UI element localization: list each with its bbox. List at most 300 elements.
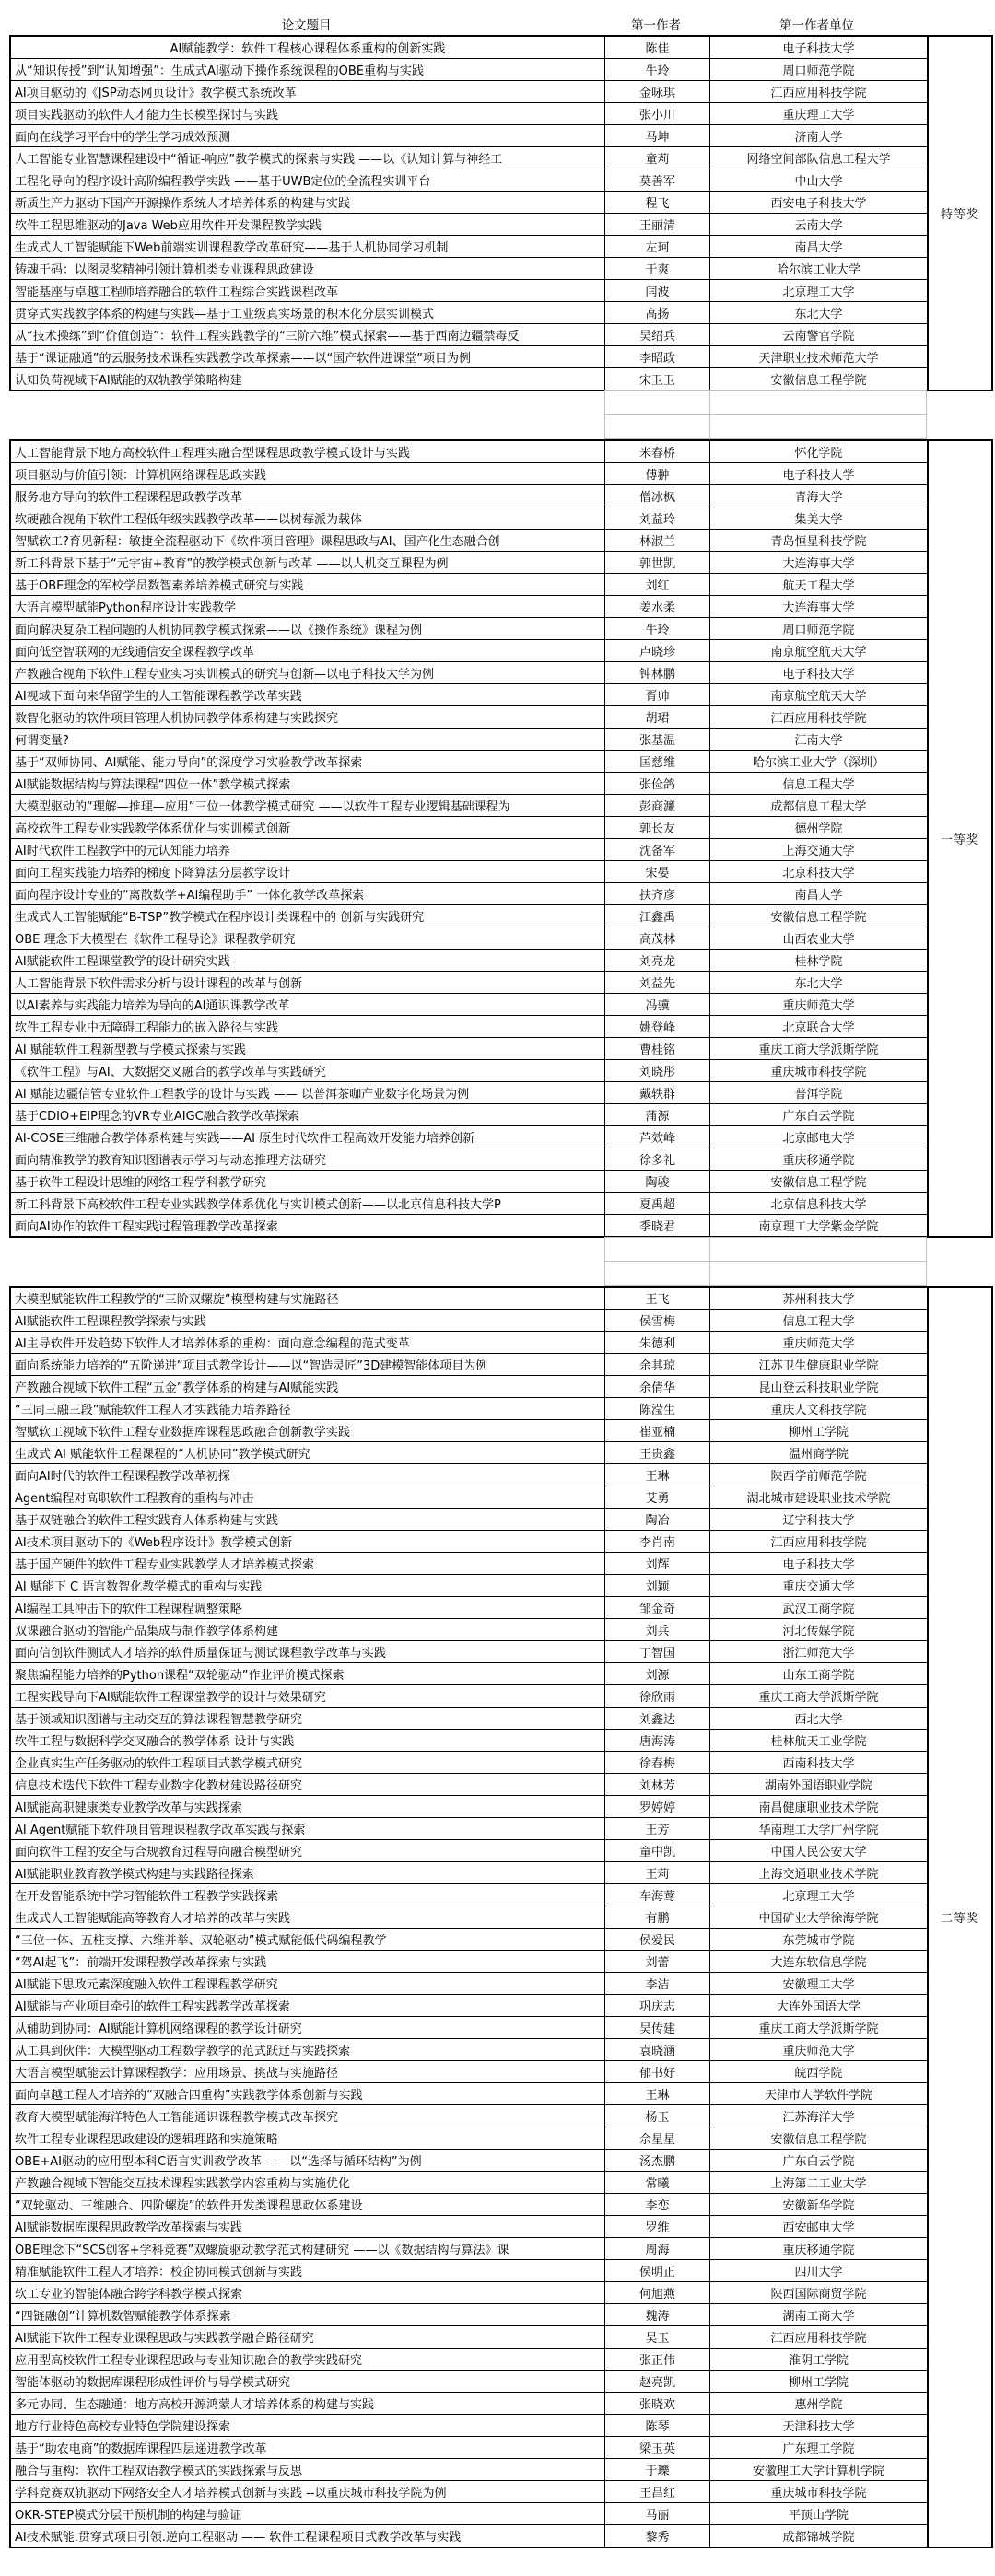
first-author: 闫波	[605, 280, 710, 301]
first-author: 莫善军	[605, 169, 710, 191]
table-row	[11, 1486, 927, 1509]
first-author: 崔亚楠	[605, 1420, 710, 1441]
table-row	[11, 2127, 927, 2150]
first-author: 曹桂铭	[605, 1038, 710, 1059]
table-row	[11, 706, 927, 729]
table-row	[11, 574, 927, 596]
table-row	[11, 1553, 927, 1575]
first-author: 汤杰鹏	[605, 2150, 710, 2171]
first-author: 高扬	[605, 302, 710, 323]
paper-title: 应用型高校软件工程专业课程思政与专业知识融合的教学实践研究	[11, 2349, 605, 2370]
first-author: 姜水柔	[605, 596, 710, 617]
table-row	[11, 618, 927, 640]
first-author-affiliation: 航天工程大学	[782, 579, 855, 593]
paper-title: “三同三融三段”赋能软件工程人才实践能力培养路径	[11, 1398, 605, 1419]
paper-title: 地方行业特色高校专业特色学院建设探索	[11, 2415, 605, 2436]
first-author-affiliation: 南京航空航天大学	[770, 690, 867, 704]
first-author-affiliation: 湖南外国语职业学院	[764, 1779, 872, 1793]
first-author: 李肖南	[605, 1531, 710, 1552]
first-author-affiliation: 南京航空航天大学	[770, 646, 867, 659]
first-author: 车海莺	[605, 1884, 710, 1906]
table-row	[11, 839, 927, 861]
paper-title: AI编程工具冲击下的软件工程课程调整策略	[11, 1597, 605, 1618]
paper-title: 人工智能背景下软件需求分析与设计课程的改革与创新	[11, 972, 605, 993]
first-author-affiliation: 广东白云学院	[782, 1110, 855, 1124]
first-author: 吴绍兵	[605, 324, 710, 345]
table-row	[11, 2503, 927, 2525]
first-author-affiliation: 上海交通职业技术学院	[758, 1868, 879, 1882]
first-author: 陶冶	[605, 1509, 710, 1530]
table-row	[11, 1060, 927, 1082]
first-author-affiliation: 重庆人文科技学院	[770, 1404, 867, 1417]
paper-title: 面向精准教学的教育知识图谱表示学习与动态推理方法研究	[11, 1148, 605, 1170]
table-row	[11, 1685, 927, 1708]
first-author: 郭世凯	[605, 552, 710, 573]
first-author-affiliation: 陕西国际商贸学院	[770, 2288, 867, 2302]
paper-title: 教育大模型赋能海洋特色人工智能通识课程教学模式改革探究	[11, 2105, 605, 2127]
first-author: 赵亮凯	[605, 2371, 710, 2392]
first-author: 邹金奇	[605, 1597, 710, 1618]
first-author: 王贵鑫	[605, 1442, 710, 1463]
paper-title: 面向程序设计专业的“离散数学+AI编程助手” 一体化教学改革探索	[11, 883, 605, 904]
empty-gap-cells	[605, 391, 927, 439]
first-author: 冯骥	[605, 994, 710, 1015]
paper-title: AI技术项目驱动下的《Web程序设计》教学模式创新	[11, 1531, 605, 1552]
paper-title: 产教融合视角下软件工程专业实习实训模式的研究与创新—以电子科技大学为例	[11, 662, 605, 683]
paper-title: 面向在线学习平台中的学生学习成效预测	[11, 125, 605, 146]
table-row	[11, 147, 927, 169]
table-row	[11, 1929, 927, 1951]
first-author-affiliation: 上海交通大学	[782, 845, 855, 858]
table-row	[11, 1398, 927, 1420]
first-author-affiliation: 华南理工大学广州学院	[758, 1824, 879, 1837]
first-author-affiliation: 云南警官学院	[782, 330, 855, 344]
first-author-affiliation: 西南科技大学	[782, 1757, 855, 1771]
paper-title: 软件工程专业课程思政建设的逻辑理路和实施策略	[11, 2127, 605, 2149]
paper-title: 软件工程与数据科学交叉融合的教学体系 设计与实践	[11, 1730, 605, 1751]
first-author-affiliation: 安徽理工大学计算机学院	[752, 2465, 884, 2478]
first-author-affiliation: 重庆城市科技学院	[770, 1066, 867, 1079]
table-row	[11, 817, 927, 839]
table-row	[11, 2349, 927, 2371]
table-row	[11, 2194, 927, 2216]
first-author: 周海	[605, 2238, 710, 2259]
first-author-affiliation: 江西应用科技学院	[770, 1536, 867, 1550]
table-row	[11, 441, 927, 463]
paper-title: 新工科背景下基于“元宇宙+教育”的教学模式创新与改革 ——以人机交互课程为例	[11, 552, 605, 573]
first-author: 李恋	[605, 2194, 710, 2215]
first-author: 刘源	[605, 1663, 710, 1684]
paper-title: 从“技术操练”到“价值创造”：软件工程实践教学的“三阶六维”模式探索——基于西南边疆禁毒反	[11, 324, 605, 345]
award-label-second: 二等奖	[929, 1286, 993, 2548]
paper-title: AI赋能高职健康类专业教学改革与实践探索	[11, 1796, 605, 1817]
paper-title: 智能体驱动的数据库课程形成性评价与导学模式研究	[11, 2371, 605, 2392]
paper-title: AI-COSE三维融合教学体系构建与实践——AI 原生时代软件工程高效开发能力培养创新	[11, 1126, 605, 1148]
table-row	[11, 2459, 927, 2481]
first-author: 匡慈维	[605, 751, 710, 772]
table-row	[11, 236, 927, 258]
first-author: 刘兵	[605, 1619, 710, 1640]
first-author-affiliation: 重庆移通学院	[782, 2244, 855, 2257]
first-author: 余其琼	[605, 1354, 710, 1375]
paper-title: 智赋软工?育见新程：敏捷全流程驱动下《软件项目管理》课程思政与AI、国产化生态融合创	[11, 530, 605, 551]
first-author: 吴玉	[605, 2326, 710, 2348]
first-author: 侯雪梅	[605, 1310, 710, 1331]
paper-title: OBE 理念下大模型在《软件工程导论》课程教学研究	[11, 927, 605, 949]
first-author: 戴轶群	[605, 1082, 710, 1103]
first-author-affiliation: 南昌健康职业技术学院	[758, 1801, 879, 1815]
paper-title: 何谓变量?	[11, 729, 605, 750]
table-row	[11, 2039, 927, 2061]
table-row	[11, 773, 927, 795]
first-author: 芦效峰	[605, 1126, 710, 1148]
first-author-affiliation: 安徽信息工程学院	[770, 374, 867, 388]
first-author-affiliation: 北京邮电大学	[782, 1132, 855, 1146]
table-row	[11, 2304, 927, 2326]
first-author-affiliation: 桂林航天工业学院	[770, 1735, 867, 1749]
first-author-affiliation: 大连海事大学	[782, 601, 855, 615]
first-author-affiliation: 重庆工商大学派斯学院	[758, 1043, 879, 1057]
table-row	[11, 972, 927, 994]
paper-title: 基于软件工程设计思维的网络工程学科教学研究	[11, 1171, 605, 1192]
first-author: 侯爱民	[605, 1929, 710, 1950]
first-author: 金咏琪	[605, 81, 710, 102]
first-author: 刘蕾	[605, 1951, 710, 1972]
first-author-affiliation: 江苏卫生健康职业学院	[758, 1359, 879, 1373]
first-author-affiliation: 辽宁科技大学	[782, 1514, 855, 1528]
paper-title: 大模型赋能软件工程教学的“三阶双螺旋”模型构建与实施路径	[11, 1288, 605, 1309]
table-row	[11, 1619, 927, 1641]
table-row	[11, 2083, 927, 2105]
first-author: 马坤	[605, 125, 710, 146]
table-row	[11, 1442, 927, 1464]
table-row	[11, 302, 927, 324]
first-author: 朱德利	[605, 1332, 710, 1353]
table-row	[11, 258, 927, 280]
paper-title: AI赋能数据库课程思政教学改革探索与实践	[11, 2216, 605, 2237]
empty-gap-cells	[605, 1238, 927, 1286]
first-author-affiliation: 电子科技大学	[782, 42, 855, 56]
first-author-affiliation: 江南大学	[794, 734, 843, 748]
table-row	[11, 1126, 927, 1148]
table-row	[11, 751, 927, 773]
table-row	[11, 2481, 927, 2503]
first-author: 刘红	[605, 574, 710, 595]
paper-title: AI赋能下软件工程专业课程思政与实践教学融合路径研究	[11, 2326, 605, 2348]
table-row	[11, 103, 927, 125]
first-author-affiliation: 电子科技大学	[782, 668, 855, 682]
table-row	[11, 927, 927, 950]
first-author: 陈滢生	[605, 1398, 710, 1419]
table-row	[11, 169, 927, 192]
first-author-affiliation: 电子科技大学	[782, 469, 855, 483]
first-author-affiliation: 电子科技大学	[782, 1558, 855, 1572]
first-author-affiliation: 苏州科技大学	[782, 1293, 855, 1307]
table-row	[11, 530, 927, 552]
paper-title: 数智化驱动的软件项目管理人机协同教学体系构建与实践探究	[11, 706, 605, 728]
table-row	[11, 1464, 927, 1486]
table-row	[11, 1509, 927, 1531]
first-author: 王丽清	[605, 214, 710, 235]
table-row	[11, 883, 927, 905]
first-author-affiliation: 中山大学	[794, 175, 843, 189]
first-author: 郭长友	[605, 817, 710, 838]
first-author: 扶齐彦	[605, 883, 710, 904]
paper-title: OKR-STEP模式分层干预机制的构建与验证	[11, 2503, 605, 2524]
table-row	[11, 1906, 927, 1929]
first-author: 吴传建	[605, 2017, 710, 2038]
paper-title: 学科竞赛双轨驱动下网络安全人才培养模式创新与实践 --以重庆城市科技学院为例	[11, 2481, 605, 2502]
table-row	[11, 1531, 927, 1553]
first-author: 牛玲	[605, 59, 710, 80]
paper-title: 多元协同、生态融通：地方高校开源鸿蒙人才培养体系的构建与实践	[11, 2393, 605, 2414]
table-header	[9, 13, 995, 35]
paper-title: 融合与重构：软件工程双语教学模式的实践探索与反思	[11, 2459, 605, 2480]
first-author: 张小川	[605, 103, 710, 124]
table-row	[11, 795, 927, 817]
section-gap	[9, 1238, 995, 1286]
first-author-affiliation: 普洱学院	[794, 1088, 843, 1102]
first-author: 何旭燕	[605, 2282, 710, 2303]
table-row	[11, 37, 927, 59]
table-row	[11, 861, 927, 883]
first-author-affiliation: 青岛恒星科技学院	[770, 535, 867, 549]
first-author-affiliation: 北京联合大学	[782, 1021, 855, 1035]
first-author-affiliation: 大连海事大学	[782, 557, 855, 571]
paper-title: “四链融创”计算机数智赋能教学体系探索	[11, 2304, 605, 2325]
paper-title: 项目驱动与价值引领：计算机网络课程思政实践	[11, 463, 605, 484]
table-row	[11, 1597, 927, 1619]
first-author: 李洁	[605, 1973, 710, 1994]
first-author-affiliation: 江西应用科技学院	[770, 87, 867, 100]
paper-title: OBE理念下“SCS创客+学科竞赛”双螺旋驱动教学范式构建研究 ——以《数据结构与算法》课	[11, 2238, 605, 2259]
paper-title: 从工具到伙伴：大模型驱动工程数学教学的范式跃迁与实践探索	[11, 2039, 605, 2060]
first-author: 马丽	[605, 2503, 710, 2524]
paper-title: 基于CDIO+EIP理念的VR专业AIGC融合教学改革探索	[11, 1104, 605, 1125]
first-author: 江鑫禹	[605, 905, 710, 927]
paper-title: 基于“课证融通”的云服务技术课程实践教学改革探索——以“国产软件进课堂”项目为例	[11, 346, 605, 367]
first-author: 徐欣雨	[605, 1685, 710, 1707]
table-row	[11, 1082, 927, 1104]
first-author-affiliation: 重庆工商大学派斯学院	[758, 1691, 879, 1705]
table-row	[11, 1730, 927, 1752]
paper-title: 从辅助到协同：AI赋能计算机网络课程的教学设计研究	[11, 2017, 605, 2038]
first-author: 黎秀	[605, 2525, 710, 2547]
first-author: 刘鑫达	[605, 1708, 710, 1729]
first-author-affiliation: 平顶山学院	[788, 2509, 849, 2523]
first-author-affiliation: 重庆移通学院	[782, 1154, 855, 1168]
table-row	[11, 1148, 927, 1171]
paper-title: 贯穿式实践教学体系的构建与实践—基于工业级真实场景的积木化分层实训模式	[11, 302, 605, 323]
first-author-affiliation: 哈尔滨工业大学	[776, 263, 860, 277]
first-author-affiliation: 大连外国语大学	[776, 2000, 860, 2014]
first-author: 刘林芳	[605, 1774, 710, 1795]
paper-title: 信息技术迭代下软件工程专业数字化教材建设路径研究	[11, 1774, 605, 1795]
first-author: 艾勇	[605, 1486, 710, 1508]
first-author-affiliation: 集美大学	[794, 513, 843, 527]
first-author-affiliation: 武汉工商学院	[782, 1603, 855, 1616]
first-author: 刘益先	[605, 972, 710, 993]
paper-title: 面向软件工程的安全与合规教育过程导向融合模型研究	[11, 1840, 605, 1861]
first-author-affiliation: 青海大学	[794, 491, 843, 505]
column-header-first-author-affiliation: 第一作者单位	[779, 18, 854, 33]
first-author: 于爽	[605, 258, 710, 279]
first-author: 袁晓涵	[605, 2039, 710, 2060]
table-row	[11, 2017, 927, 2039]
paper-title: 基于“双师协同、AI赋能、能力导向”的深度学习实验教学改革探索	[11, 751, 605, 772]
paper-title: OBE+AI驱动的应用型本科C语言实训教学改革 ——以“选择与循环结构”为例	[11, 2150, 605, 2171]
first-author: 唐海涛	[605, 1730, 710, 1751]
paper-title: 面向信创软件测试人才培养的软件质量保证与测试课程教学改革与实践	[11, 1641, 605, 1662]
paper-title: 大语言模型赋能Python程序设计实践教学	[11, 596, 605, 617]
table-row	[11, 1193, 927, 1215]
first-author-affiliation: 皖西学院	[794, 2067, 843, 2081]
first-author: 常曦	[605, 2172, 710, 2193]
table-row	[11, 485, 927, 507]
first-author: 杨玉	[605, 2105, 710, 2127]
first-author: 刘益玲	[605, 507, 710, 529]
first-author-affiliation: 江苏海洋大学	[782, 2111, 855, 2125]
table-row	[11, 2393, 927, 2415]
first-author-affiliation: 哈尔滨工业大学（深圳）	[752, 756, 884, 770]
paper-title: Agent编程对高职软件工程教育的重构与冲击	[11, 1486, 605, 1508]
first-author: 陶骏	[605, 1171, 710, 1192]
paper-title: 产教融合视域下智能交互技术课程实践教学内容重构与实施优化	[11, 2172, 605, 2193]
first-author-affiliation: 济南大学	[794, 131, 843, 145]
table-row	[11, 1973, 927, 1995]
first-author: 童中凯	[605, 1840, 710, 1861]
paper-title: 以AI素养与实践能力培养为导向的AI通识课教学改革	[11, 994, 605, 1015]
table-row	[11, 1171, 927, 1193]
first-author: 姚登峰	[605, 1016, 710, 1037]
first-author-affiliation: 四川大学	[794, 2266, 843, 2279]
paper-title: “驾AI起飞”：前端开发课程教学改革探索与实践	[11, 1951, 605, 1972]
table-row	[11, 2238, 927, 2260]
paper-title: AI赋能教学：软件工程核心课程体系重构的创新实践	[11, 37, 605, 58]
table-row	[11, 346, 927, 368]
table-row	[11, 1332, 927, 1354]
first-author: 徐多礼	[605, 1148, 710, 1170]
paper-title: 面向低空智联网的无线通信安全课程教学改革	[11, 640, 605, 661]
first-author: 张基温	[605, 729, 710, 750]
section-first-prize	[9, 439, 995, 1238]
first-author: 钟林鹏	[605, 662, 710, 683]
paper-title: 认知负荷视域下AI赋能的双轨教学策略构建	[11, 368, 605, 390]
first-author-affiliation: 网络空间部队信息工程大学	[746, 153, 891, 167]
first-author-affiliation: 东莞城市学院	[782, 1934, 855, 1948]
paper-title: AI赋能软件工程课堂教学的设计研究实践	[11, 950, 605, 971]
first-author-affiliation: 江西应用科技学院	[770, 712, 867, 726]
table-row	[11, 192, 927, 214]
first-author-affiliation: 中国人民公安大学	[770, 1846, 867, 1859]
first-author: 蒲源	[605, 1104, 710, 1125]
table-row	[11, 59, 927, 81]
table-row	[11, 280, 927, 302]
section-rows	[9, 35, 929, 391]
paper-title: 软件工程专业中无障碍工程能力的嵌入路径与实践	[11, 1016, 605, 1037]
paper-title: AI技术赋能.贯穿式项目引领.逆向工程驱动 —— 软件工程课程项目式教学改革与实践	[11, 2525, 605, 2547]
first-author: 林淑兰	[605, 530, 710, 551]
table-row	[11, 2525, 927, 2547]
paper-title: 基于OBE理念的军校学员数智素养培养模式研究与实践	[11, 574, 605, 595]
paper-title: 面向AI协作的软件工程实践过程管理教学改革探索	[11, 1215, 605, 1236]
first-author-affiliation: 陕西学前师范学院	[770, 1470, 867, 1484]
paper-title: 大模型驱动的“理解—推理—应用”三位一体教学模式研究 ——以软件工程专业逻辑基础课程为	[11, 795, 605, 816]
paper-title: AI 赋能软件工程新型教与学模式探索与实践	[11, 1038, 605, 1059]
first-author-affiliation: 上海第二工业大学	[770, 2177, 867, 2191]
column-header-first-author: 第一作者	[631, 18, 681, 33]
first-author-affiliation: 天津市大学软件学院	[764, 2089, 872, 2103]
first-author-affiliation: 南京理工大学紫金学院	[758, 1220, 879, 1234]
first-author-affiliation: 重庆理工大学	[782, 109, 855, 122]
paper-title: AI赋能职业教育教学模式构建与实践路径探索	[11, 1862, 605, 1883]
table-row	[11, 2326, 927, 2349]
table-row	[11, 1575, 927, 1597]
first-author: 李昭政	[605, 346, 710, 367]
first-author-affiliation: 广东白云学院	[782, 2155, 855, 2169]
first-author: 宋晏	[605, 861, 710, 882]
first-author-affiliation: 广东理工学院	[782, 2442, 855, 2456]
table-row	[11, 2415, 927, 2437]
table-row	[11, 552, 927, 574]
paper-title: “双轮驱动、三维融合、四阶螺旋”的软件开发类课程思政体系建设	[11, 2194, 605, 2215]
paper-title: 新质生产力驱动下国产开源操作系统人才培养体系的构建与实践	[11, 192, 605, 213]
paper-title: 软工专业的智能体融合跨学科教学模式探索	[11, 2282, 605, 2303]
paper-title: 大语言模型赋能云计算课程教学：应用场景、挑战与实施路径	[11, 2061, 605, 2082]
table-row	[11, 368, 927, 390]
first-author-affiliation: 西北大学	[794, 1713, 843, 1727]
first-author-affiliation: 周口师范学院	[782, 624, 855, 637]
first-author-affiliation: 重庆交通大学	[782, 1580, 855, 1594]
first-author-affiliation: 湖南工商大学	[782, 2310, 855, 2324]
first-author-affiliation: 重庆师范大学	[782, 999, 855, 1013]
paper-title: 项目实践驱动的软件人才能力生长模型探讨与实践	[11, 103, 605, 124]
first-author: 程飞	[605, 192, 710, 213]
first-author-affiliation: 安徽理工大学	[782, 1978, 855, 1992]
first-author-affiliation: 天津职业技术师范大学	[758, 352, 879, 366]
table-row	[11, 324, 927, 346]
first-author-affiliation: 德州学院	[794, 822, 843, 836]
first-author-affiliation: 天津科技大学	[782, 2420, 855, 2434]
first-author: 左珂	[605, 236, 710, 257]
paper-title: AI赋能下思政元素深度融入软件工程课程教学研究	[11, 1973, 605, 1994]
paper-title: 生成式人工智能赋能“B-TSP”教学模式在程序设计类课程中的 创新与实践研究	[11, 905, 605, 927]
first-author: 米春桥	[605, 441, 710, 462]
table-row	[11, 507, 927, 530]
table-row	[11, 1995, 927, 2017]
first-author: 王昌红	[605, 2481, 710, 2502]
table-row	[11, 1951, 927, 1973]
table-row	[11, 905, 927, 927]
first-author-affiliation: 柳州工学院	[788, 2376, 849, 2390]
paper-title: AI时代软件工程教学中的元认知能力培养	[11, 839, 605, 860]
first-author: 胥帅	[605, 684, 710, 705]
paper-title: 生成式人工智能赋能下Web前端实训课程教学改革研究——基于人机协同学习机制	[11, 236, 605, 257]
first-author-affiliation: 湖北城市建设职业技术学院	[746, 1492, 891, 1506]
section-rows	[9, 439, 929, 1238]
first-author-affiliation: 西安电子科技大学	[770, 197, 867, 211]
first-author-affiliation: 惠州学院	[794, 2398, 843, 2412]
first-author: 高茂林	[605, 927, 710, 949]
first-author: 有鹏	[605, 1906, 710, 1928]
first-author: 卢晓珍	[605, 640, 710, 661]
paper-title: 产教融合视域下软件工程“五金”教学体系的构建与AI赋能实践	[11, 1376, 605, 1397]
first-author: 沈备军	[605, 839, 710, 860]
paper-title: 企业真实生产任务驱动的软件工程项目式教学模式研究	[11, 1752, 605, 1773]
first-author-affiliation: 重庆工商大学派斯学院	[758, 2022, 879, 2036]
paper-title: “三位一体、五柱支撑、六维并举、双轮驱动”模式赋能低代码编程教学	[11, 1929, 605, 1950]
first-author-affiliation: 温州商学院	[788, 1448, 849, 1462]
